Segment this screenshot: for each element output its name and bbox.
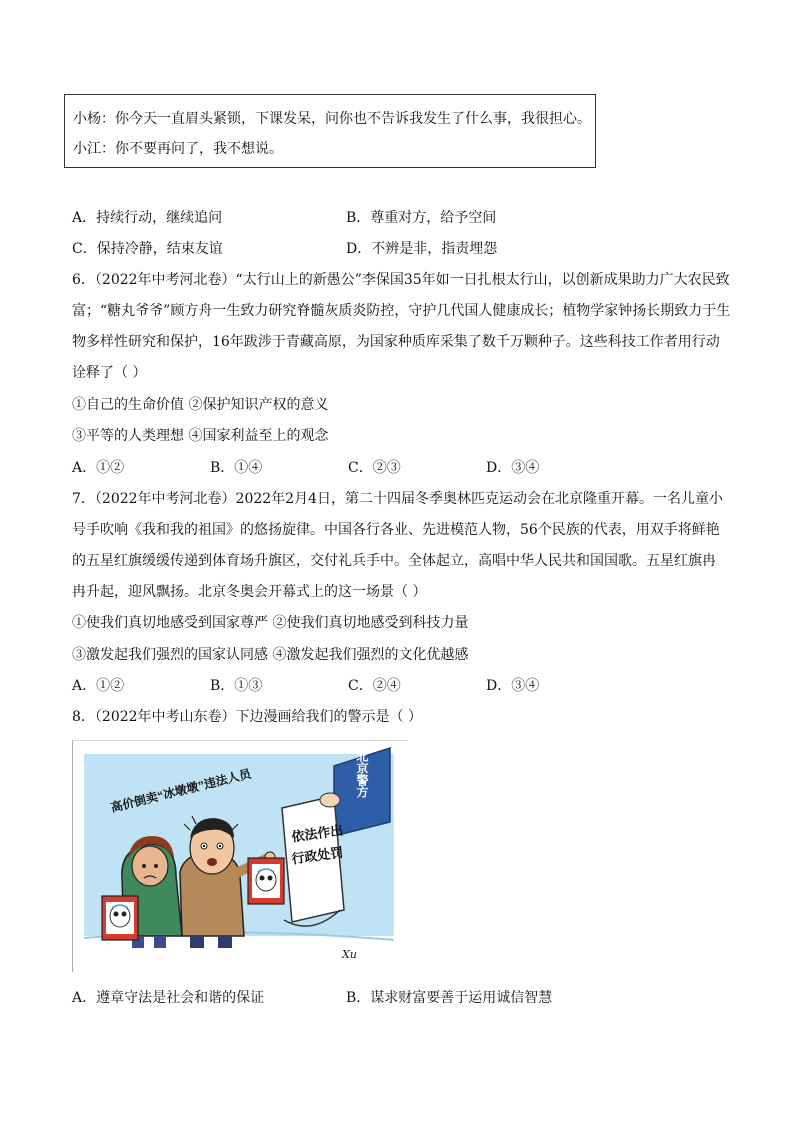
q7-option-b[interactable]: B．①③: [210, 678, 263, 694]
q7-statements-2: ③激发起我们强烈的国家认同感 ④激发起我们强烈的文化优越感: [72, 647, 469, 663]
q6-option-d[interactable]: D．③④: [486, 460, 540, 476]
q7-stem-line-3: 的五星红旗缓缓传递到体育场升旗区，交付礼兵手中。全体起立，高唱中华人民共和国国歌。五星红旗冉: [72, 553, 716, 569]
mascot-box-right: [248, 858, 284, 904]
artist-signature: Xu: [342, 948, 357, 961]
q7-stem-line-2: 号手吹响《我和我的祖国》的悠扬旋律。中国各行各业、先进模范人物，56个民族的代表，用双手将鲜艳: [72, 522, 720, 538]
q6-option-a[interactable]: A．①②: [72, 460, 125, 476]
q7-stem-line-4: 冉升起，迎风飘扬。北京冬奥会开幕式上的这一场景（ ）: [72, 584, 427, 600]
q6-stem-line-4: 诠释了（ ）: [72, 365, 147, 381]
q8-option-b[interactable]: B．谋求财富要善于运用诚信智慧: [346, 990, 553, 1006]
q7-option-c[interactable]: C．②④: [348, 678, 401, 694]
scroll-text-1: 依法作出: [290, 822, 345, 845]
q6-statements-2: ③平等的人类理想 ④国家利益至上的观念: [72, 428, 329, 444]
cartoon-caption: 高价倒卖“冰墩墩”违法人员: [109, 766, 253, 815]
dialogue-box: [64, 94, 596, 168]
q6-option-b[interactable]: B．①④: [210, 460, 263, 476]
q7-option-a[interactable]: A．①②: [72, 678, 125, 694]
police-sign-text: 北京警方: [355, 750, 369, 798]
q7-stem-line-1: 7．（2022年中考河北卷）2022年2月4日，第二十四届冬季奥林匹克运动会在北京隆重开幕。一名儿童小: [72, 491, 723, 507]
scroll-text-2: 行政处罚: [290, 844, 345, 867]
q6-option-c[interactable]: C．②③: [348, 460, 401, 476]
q5-option-a[interactable]: A．持续行动，继续追问: [72, 210, 223, 226]
q6-stem-line-3: 物多样性研究和保护，16年跋涉于青藏高原，为国家种质库采集了数千万颗种子。这些科技工作者用行动: [72, 334, 720, 350]
penalty-scroll: [282, 793, 344, 926]
q7-option-d[interactable]: D．③④: [486, 678, 540, 694]
q5-option-c[interactable]: C．保持冷静，结束友谊: [72, 241, 223, 257]
q6-stem-line-1: 6．（2022年中考河北卷）“太行山上的新愚公”李保国35年如一日扎根太行山，以创新成果助力广大农民致: [72, 272, 730, 288]
q8-option-a[interactable]: A．遵章守法是社会和谐的保证: [72, 990, 265, 1006]
q5-option-b[interactable]: B．尊重对方，给予空间: [346, 210, 497, 226]
q5-option-d[interactable]: D．不辨是非，指责埋怨: [346, 241, 498, 257]
q6-statements-1: ①自己的生命价值 ②保护知识产权的意义: [72, 397, 329, 413]
cartoon-illustration: [72, 740, 408, 972]
dialogue-line-1: 小杨：你今天一直眉头紧锁，下课发呆，问你也不告诉我发生了什么事，我很担心。: [73, 111, 591, 127]
q7-statements-1: ①使我们真切地感受到国家尊严 ②使我们真切地感受到科技力量: [72, 615, 469, 631]
mascot-box-left: [102, 896, 138, 940]
dialogue-line-2: 小江：你不要再问了，我不想说。: [73, 141, 283, 157]
q8-stem: 8．（2022年中考山东卷）下边漫画给我们的警示是（ ）: [72, 709, 422, 725]
q6-stem-line-2: 富；“糖丸爷爷”顾方舟一生致力研究脊髓灰质炎防控，守护几代国人健康成长；植物学家钟扬长期致力于生: [72, 303, 731, 319]
